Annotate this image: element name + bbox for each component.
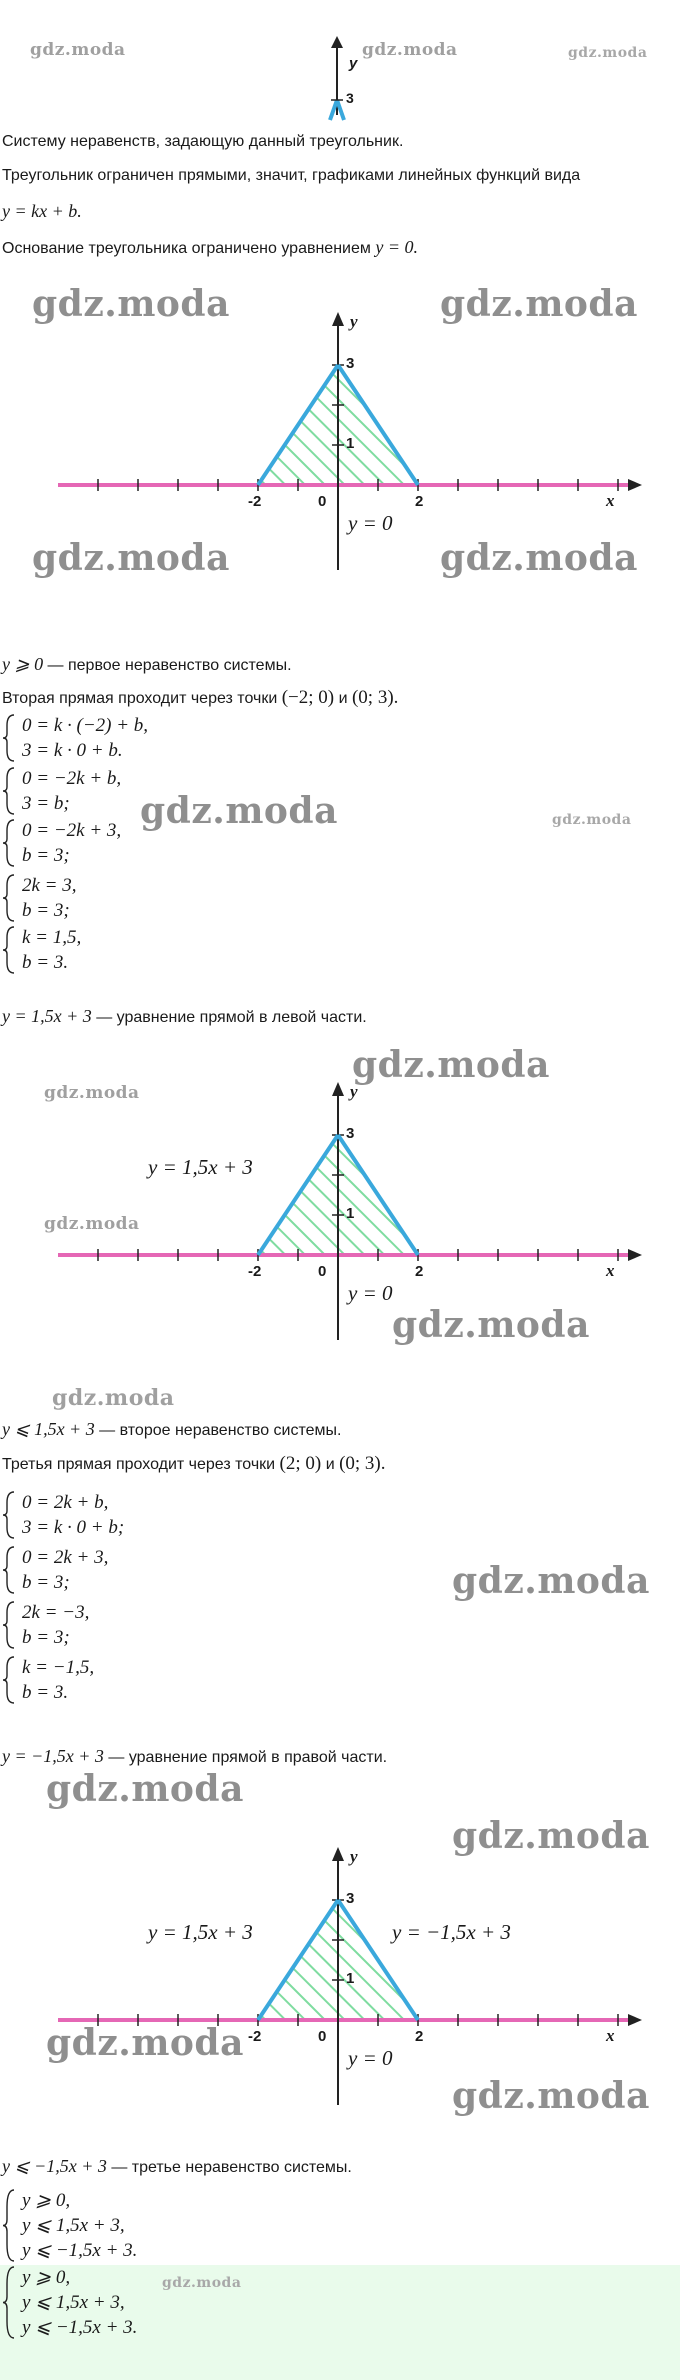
line-label-left: y = 1,5x + 3 xyxy=(148,1920,253,1944)
system-equation: y ⩾ 0, xyxy=(22,2190,71,2211)
system-equation: b = 3. xyxy=(22,1682,69,1703)
watermark: gdz.moda xyxy=(362,40,458,60)
system-equation: b = 3; xyxy=(22,900,70,921)
inequality-3: y ⩽ −1,5x + 3 xyxy=(2,2156,107,2176)
system-equation: k = −1,5, xyxy=(22,1657,95,1678)
tick-label-1: 1 xyxy=(346,435,355,452)
y-axis-label: y xyxy=(350,1847,358,1866)
graph-both-lines xyxy=(0,1835,680,2115)
y-axis-arrow xyxy=(331,36,343,48)
line-label-left: y = 1,5x + 3 xyxy=(148,1155,253,1179)
watermark: gdz.moda xyxy=(352,1044,550,1086)
watermark: gdz.moda xyxy=(140,790,338,832)
watermark: gdz.moda xyxy=(44,1083,140,1103)
system-equation: 2k = 3, xyxy=(22,875,77,896)
tick-label-neg2: -2 xyxy=(248,1263,262,1280)
y-axis-label: y xyxy=(350,312,358,331)
second-line-prefix: Вторая прямая проходит через точки xyxy=(2,690,278,707)
system-equation: 2k = −3, xyxy=(22,1602,90,1623)
tick-label-0: 0 xyxy=(318,2028,327,2045)
line-label-y0: y = 0 xyxy=(348,2046,393,2070)
line-label-right: y = −1,5x + 3 xyxy=(392,1920,511,1944)
left-equation: y = 1,5x + 3 xyxy=(2,1006,92,1026)
left-brace xyxy=(2,873,10,923)
system-equation: y ⩽ −1,5x + 3. xyxy=(22,2317,138,2338)
x-axis-arrow xyxy=(628,2014,642,2026)
watermark: gdz.moda xyxy=(452,1815,650,1857)
point-2-0: (2; 0) xyxy=(279,1453,322,1474)
left-brace xyxy=(2,2265,10,2340)
watermark: gdz.moda xyxy=(552,812,632,828)
right-equation-line xyxy=(2,1745,387,1769)
left-brace xyxy=(2,818,10,868)
system-equation: 3 = b; xyxy=(22,793,70,814)
tick-label-0: 0 xyxy=(318,493,327,510)
watermark: gdz.moda xyxy=(44,1214,140,1234)
point-0-3: (0; 3). xyxy=(339,1453,386,1474)
line-label-y0: y = 0 xyxy=(348,1281,393,1305)
watermark: gdz.moda xyxy=(452,2075,650,2117)
watermark: gdz.moda xyxy=(32,283,230,325)
inequality-3-desc: — третье неравенство системы. xyxy=(111,2159,352,2176)
y-axis-arrow xyxy=(332,1082,344,1096)
formula-kx-b: y = kx + b. xyxy=(2,201,82,221)
tick-label-1: 1 xyxy=(346,1970,355,1987)
tick-label-neg2: -2 xyxy=(248,493,262,510)
left-brace xyxy=(2,766,10,816)
system-equation: 0 = −2k + b, xyxy=(22,768,122,789)
watermark: gdz.moda xyxy=(392,1304,590,1346)
tick-label-neg2: -2 xyxy=(248,2028,262,2045)
watermark: gdz.moda xyxy=(440,537,638,579)
base-line-text xyxy=(2,236,418,260)
tick-label-3: 3 xyxy=(346,1890,355,1907)
y-axis-arrow xyxy=(332,1847,344,1861)
third-line-prefix: Третья прямая проходит через точки xyxy=(2,1456,276,1473)
tick-label-3: 3 xyxy=(346,1125,355,1142)
and-word: и xyxy=(338,690,348,707)
system-equation: 0 = k · (−2) + b, xyxy=(22,715,149,736)
left-equation-desc: — уравнение прямой в левой части. xyxy=(96,1009,367,1026)
system-equation: y ⩽ −1,5x + 3. xyxy=(22,2240,138,2261)
system-equation: b = 3; xyxy=(22,1627,70,1648)
system-equation: b = 3. xyxy=(22,952,69,973)
x-axis-label: x xyxy=(606,491,615,510)
base-text-prefix: Основание треугольника ограничено уравнением xyxy=(2,240,371,257)
system-equation: 3 = k · 0 + b; xyxy=(22,1517,125,1538)
triangle-edge-right xyxy=(337,100,344,120)
inequality-2-line xyxy=(2,1418,341,1442)
system-equation: y ⩾ 0, xyxy=(22,2267,71,2288)
right-equation-desc: — уравнение прямой в правой части. xyxy=(108,1749,388,1766)
left-brace xyxy=(2,1490,10,1540)
watermark: gdz.moda xyxy=(32,537,230,579)
left-brace xyxy=(2,1655,10,1705)
x-axis-arrow xyxy=(628,479,642,491)
system-equation: 3 = k · 0 + b. xyxy=(22,740,123,761)
system-equation: 0 = −2k + 3, xyxy=(22,820,122,841)
inequality-1-line xyxy=(2,653,292,677)
y-axis-arrow xyxy=(332,312,344,326)
left-brace xyxy=(2,2188,10,2263)
system-equation: 0 = 2k + 3, xyxy=(22,1547,109,1568)
intro-text: Систему неравенств, задающую данный треугольник. xyxy=(2,133,404,150)
left-brace xyxy=(2,1545,10,1595)
second-line-text xyxy=(2,687,398,710)
watermark: gdz.moda xyxy=(52,1385,175,1411)
third-line-text xyxy=(2,1453,386,1476)
inequality-2: y ⩽ 1,5x + 3 xyxy=(2,1419,95,1439)
tick-label-3: 3 xyxy=(346,355,355,372)
point-neg2-0: (−2; 0) xyxy=(281,687,335,708)
and-word: и xyxy=(325,1456,335,1473)
x-axis-label: x xyxy=(606,2026,615,2045)
y-axis-label: y xyxy=(349,55,358,72)
left-brace xyxy=(2,1600,10,1650)
inequality-3-line xyxy=(2,2155,352,2179)
inequality-2-desc: — второе неравенство системы. xyxy=(99,1422,342,1439)
tick-label-3: 3 xyxy=(346,90,354,106)
system-equation: b = 3; xyxy=(22,845,70,866)
line-label-y0: y = 0 xyxy=(348,511,393,535)
left-equation-line xyxy=(2,1005,367,1029)
system-equation: y ⩽ 1,5x + 3, xyxy=(22,2215,125,2236)
system-equation: y ⩽ 1,5x + 3, xyxy=(22,2292,125,2313)
y-axis-label: y xyxy=(350,1082,358,1101)
left-brace xyxy=(2,713,10,763)
system-equation: k = 1,5, xyxy=(22,927,82,948)
inequality-1-desc: — первое неравенство системы. xyxy=(47,657,292,674)
x-axis-label: x xyxy=(606,1261,615,1280)
watermark: gdz.moda xyxy=(46,2022,244,2064)
watermark: gdz.moda xyxy=(452,1560,650,1602)
system-equation: b = 3; xyxy=(22,1572,70,1593)
watermark: gdz.moda xyxy=(568,45,648,61)
watermark: gdz.moda xyxy=(46,1768,244,1810)
right-equation: y = −1,5x + 3 xyxy=(2,1746,104,1766)
inequality-1: y ⩾ 0 xyxy=(2,654,44,674)
x-axis-arrow xyxy=(628,1249,642,1261)
tick-label-2: 2 xyxy=(415,1263,424,1280)
base-equation: y = 0. xyxy=(375,237,418,257)
linear-functions-text: Треугольник ограничен прямыми, значит, графиками линейных функций вида xyxy=(2,167,581,184)
tick-label-2: 2 xyxy=(415,493,424,510)
point-0-3: (0; 3). xyxy=(351,687,399,708)
top-graph-fragment xyxy=(0,0,680,130)
tick-label-1: 1 xyxy=(346,1205,355,1222)
watermark: gdz.moda xyxy=(162,2275,242,2291)
watermark: gdz.moda xyxy=(30,40,126,60)
tick-label-2: 2 xyxy=(415,2028,424,2045)
tick-label-0: 0 xyxy=(318,1263,327,1280)
left-brace xyxy=(2,925,10,975)
watermark: gdz.moda xyxy=(440,283,638,325)
system-equation: 0 = 2k + b, xyxy=(22,1492,109,1513)
